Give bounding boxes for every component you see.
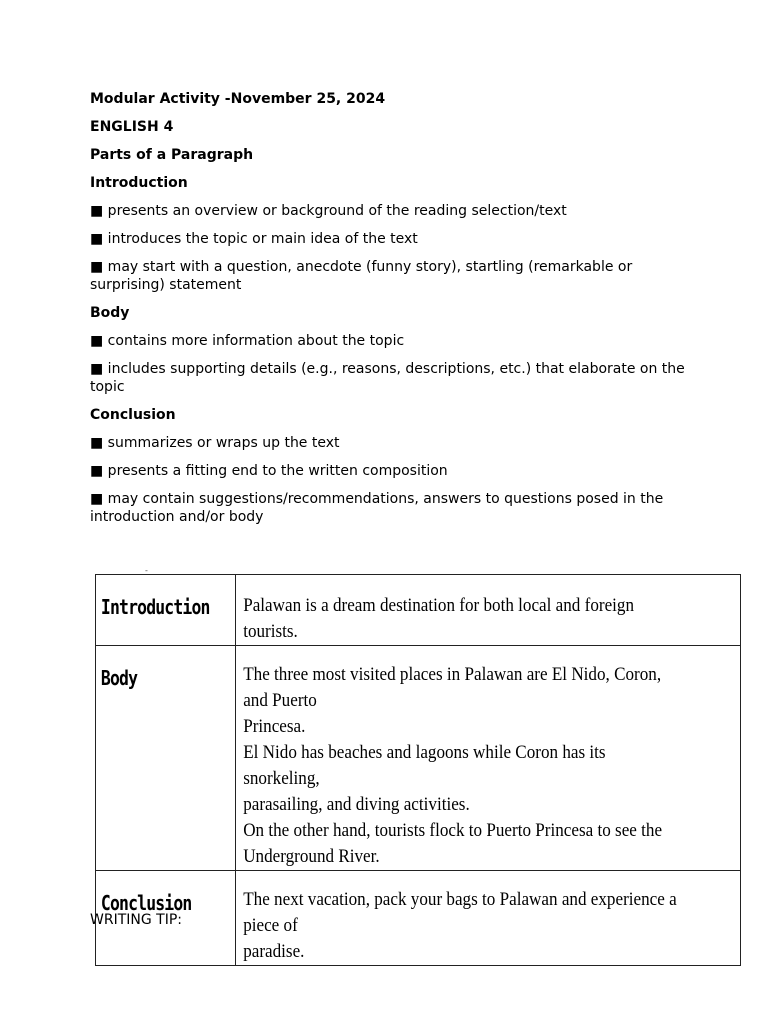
row-label: Conclusion [100,891,192,915]
bullet-item: ■ presents a fitting end to the written composition [90,463,448,479]
document-title: Modular Activity -November 25, 2024 [90,91,386,107]
row-label: Introduction [100,595,210,619]
section-heading-introduction: Introduction [90,175,188,191]
section-heading-body: Body [90,305,130,321]
bullet-item: ■ contains more information about the topic [90,333,405,349]
table-mark: - [145,566,148,575]
table-row [96,871,741,966]
bullet-item: ■ includes supporting details (e.g., reasons, descriptions, etc.) that elaborate on the topic [90,361,685,395]
table-row [96,646,741,871]
topic-title: Parts of a Paragraph [90,147,254,163]
table-content-cell [235,575,740,646]
table-content-cell [235,646,740,871]
bullet-item: ■ may contain suggestions/recommendations, answers to questions posed in the introduction and/or body [90,491,664,525]
content-line: Palawan is a dream destination for both local and foreign tourists. [242,595,634,642]
subject-label: ENGLISH 4 [90,119,174,135]
row-label: Body [100,666,138,690]
table-label-cell [96,575,236,646]
bullet-item: ■ summarizes or wraps up the text [90,435,340,451]
bullet-item: ■ presents an overview or background of the reading selection/text [90,203,567,219]
writing-tip-label: WRITING TIP: [90,912,182,928]
table-row [96,575,741,646]
content-line: On the other hand, tourists flock to Puerto Princesa to see the [242,820,662,841]
section-heading-conclusion: Conclusion [90,407,176,423]
content-line: The next vacation, pack your bags to Palawan and experience a piece of [242,889,677,936]
document-body [90,90,690,536]
example-paragraph-table [95,574,741,966]
table-content-cell [235,871,740,966]
content-line: paradise. [242,941,304,962]
content-line: El Nido has beaches and lagoons while Coron has its snorkeling, [242,742,606,789]
content-line: The three most visited places in Palawan are El Nido, Coron, and Puerto [242,664,661,711]
table-label-cell [96,646,236,871]
bullet-item: ■ introduces the topic or main idea of the text [90,231,418,247]
content-line: Underground River. [242,846,380,867]
bullet-item: ■ may start with a question, anecdote (funny story), startling (remarkable or surprising) statement [90,259,633,293]
content-line: parasailing, and diving activities. [242,794,470,815]
content-line: Princesa. [242,716,305,737]
